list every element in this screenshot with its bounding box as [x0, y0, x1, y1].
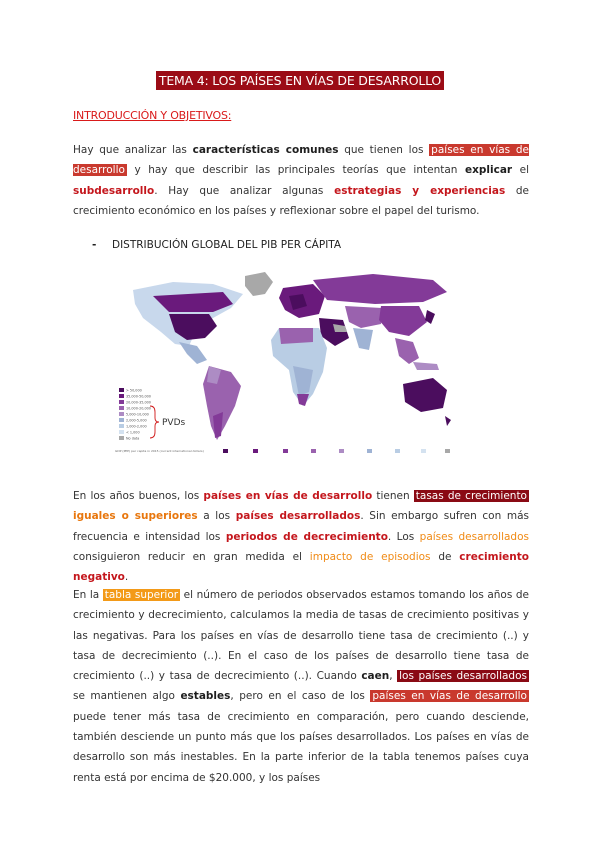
legend-label: 20,000-35,000	[126, 400, 151, 405]
bullet-heading	[92, 239, 341, 251]
pvd-annotation: PVDs	[162, 418, 186, 428]
red-term: periodos de decrecimiento	[225, 530, 388, 543]
legend-label: > 50,000	[126, 388, 142, 393]
page-title-text: TEMA 4: LOS PAÍSES EN VÍAS DE DESARROLLO	[156, 71, 444, 90]
highlight: tabla superior	[104, 589, 179, 601]
map-footer: GDP (PPP) per capita in 2015 (current international dollars)	[115, 449, 204, 453]
section-heading: INTRODUCCIÓN Y OBJETIVOS:	[73, 109, 232, 122]
world-map	[113, 266, 461, 456]
legend-label: 2,000-5,000	[126, 418, 147, 423]
legend-label: No data	[126, 436, 140, 441]
bullet-text: DISTRIBUCIÓN GLOBAL DEL PIB PER CÁPITA	[112, 239, 342, 251]
highlight: países en vías de desarrollo	[372, 690, 527, 703]
key-term: caen	[361, 670, 390, 683]
page-title	[0, 70, 600, 89]
orange-term: impacto de episodios	[309, 550, 431, 563]
highlight: los países desarrollados	[399, 670, 527, 683]
key-term: características comunes	[192, 144, 339, 156]
red-term: crecimiento negativo	[73, 550, 530, 584]
growth-paragraph: En los años buenos, los países en vías de desarrollo tienen tasas de crecimiento iguales o superiores a los países desarrollados. Sin embargo sufren con más frecuencia e intensidad los periodos de decrecimiento. Los países desarrollados consiguieron reducir en gran medida el impacto de episodios de crecimiento negativo.	[73, 490, 530, 584]
orange-term: iguales o superiores	[73, 510, 198, 523]
table-paragraph: En la tabla superior el número de periodos observados estamos tomando los años de crecimiento y decrecimiento, calculamos la media de tasas de crecimiento positivas y las negativas. Para los países en vías de desarrollo tiene tasa de crecimiento (..) y tasa de decrecimiento (..). En el caso de los países de desarrollo tiene tasa de crecimiento (..) y tasa de decrecimiento (..). Cuando caen, los países desarrollados se mantienen algo estables, pero en el caso de los países en vías de desarrollo puede tener más tasa de crecimiento en comparación, pero cuando desciende, también desciende un punto más que los países desarrollados. Los países en vías de desarrollo son más inestables. En la parte inferior de la tabla tenemos países cuya renta está por encima de $20.000, y los países	[73, 589, 529, 784]
highlight: tasas de crecimiento	[415, 490, 527, 502]
red-term: subdesarrollo	[73, 184, 155, 197]
key-term: estables	[180, 690, 231, 703]
red-term: países en vías de desarrollo	[203, 490, 373, 502]
legend-label: 1,000-2,000	[126, 424, 147, 429]
red-term: estrategias y experiencias	[334, 184, 506, 197]
bullet-dash: -	[92, 239, 97, 251]
legend-label: 5,000-10,000	[126, 412, 149, 417]
legend-label: 35,000-50,000	[126, 394, 151, 399]
red-term: países desarrollados	[235, 510, 361, 523]
orange-term: países desarrollados	[419, 530, 529, 543]
highlight: países en vías de desarrollo	[73, 144, 529, 177]
legend-label: < 1,000	[126, 430, 140, 435]
intro-paragraph: Hay que analizar las características comunes que tienen los países en vías de desarrollo y hay que describir las principales teorías que intentan explicar el subdesarrollo. Hay que analizar algunas estrategias y experiencias de crecimiento económico en los países y reflexionar sobre el papel del turismo.	[73, 144, 530, 217]
legend-label: 10,000-20,000	[126, 406, 151, 411]
key-term: explicar	[464, 164, 513, 177]
world-map-figure	[113, 266, 461, 456]
